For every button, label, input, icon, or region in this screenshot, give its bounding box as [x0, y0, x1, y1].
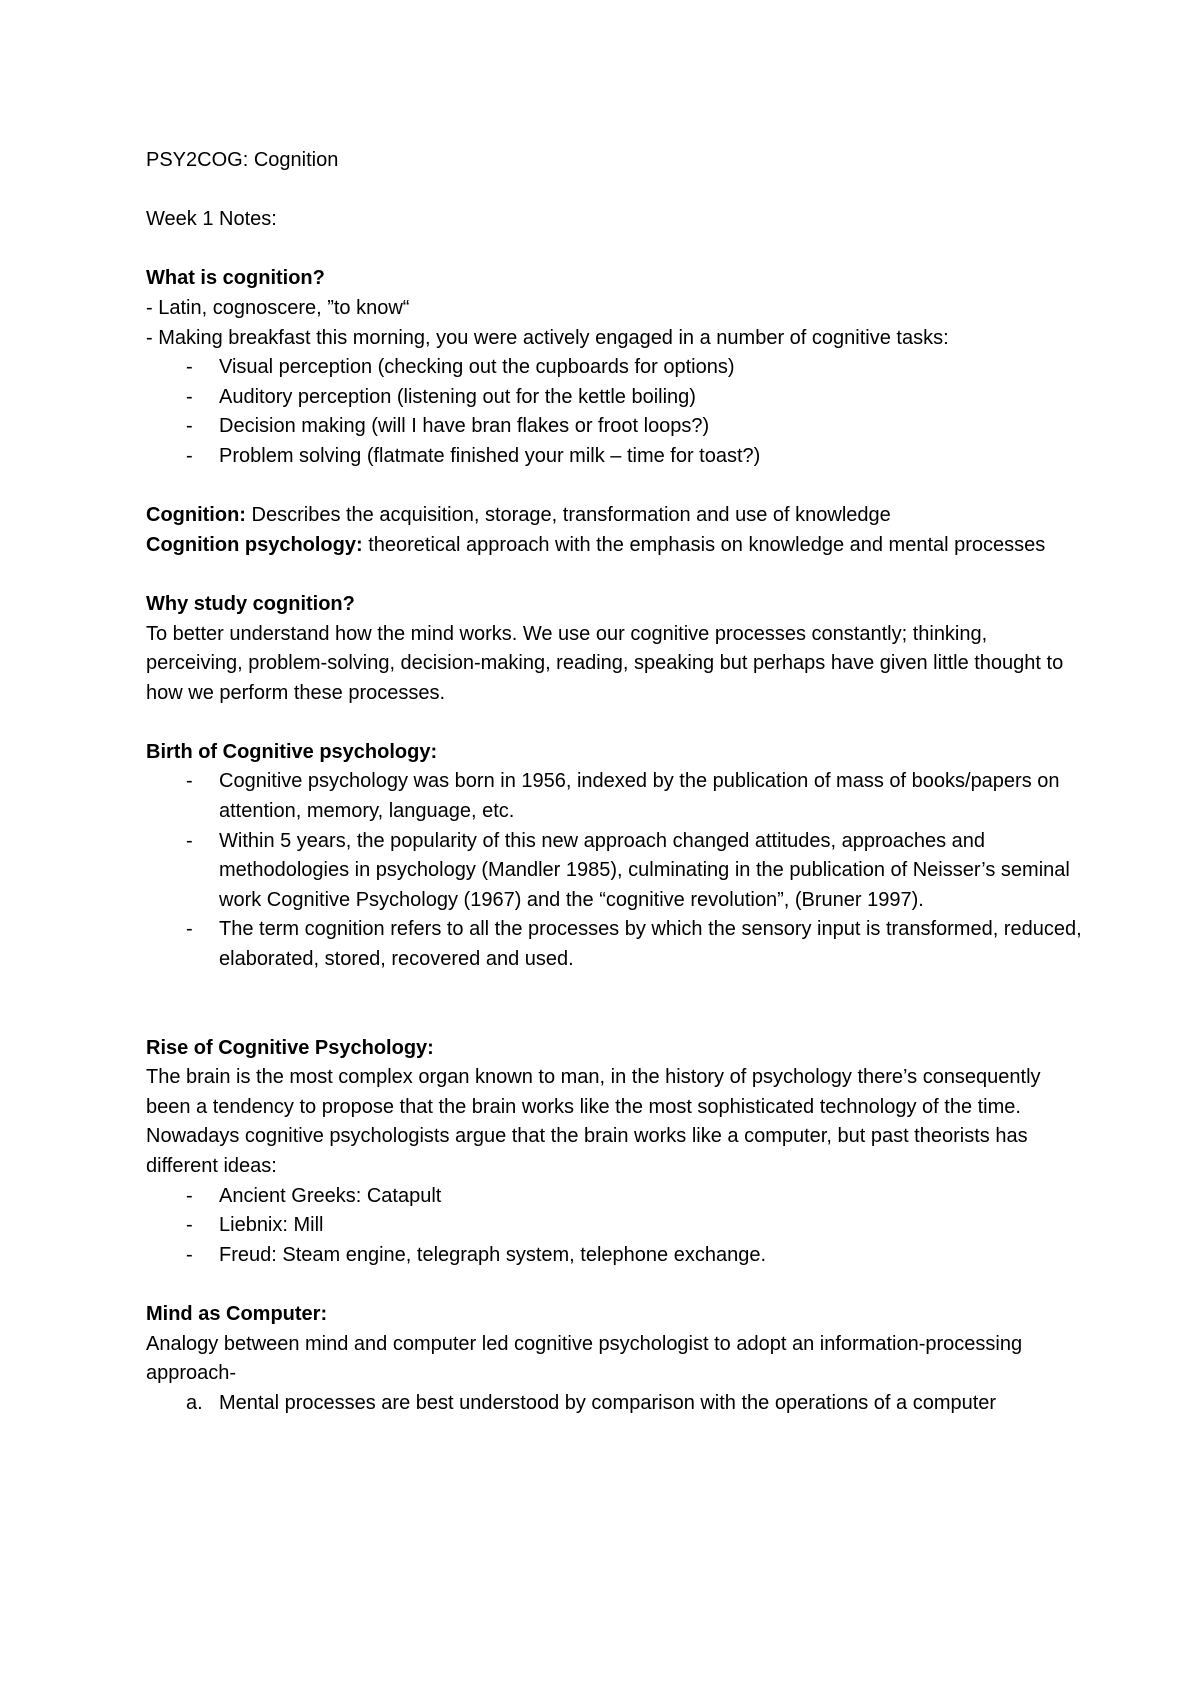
- list-item: - Decision making (will I have bran flakes or froot loops?): [186, 415, 710, 438]
- paragraph-why-study: To better understand how the mind works. We use our cognitive processes constantly; thinking, perceiving, problem-solving, decision-making, reading, speaking but perhaps have given little thought to how we perform these processes.: [146, 622, 1064, 704]
- list-item: - Visual perception (checking out the cupboards for options): [186, 356, 735, 379]
- section-heading-why-study: Why study cognition?: [146, 592, 355, 615]
- paragraph-latin-origin: - Latin, cognoscere, ”to know“: [146, 296, 410, 319]
- section-heading-birth: Birth of Cognitive psychology:: [146, 740, 438, 763]
- document-body: [146, 146, 1086, 1418]
- paragraph-mind-as-computer: Analogy between mind and computer led cognitive psychologist to adopt an information-processing approach-: [146, 1332, 1023, 1385]
- definition-cognition: Cognition: Describes the acquisition, storage, transformation and use of knowledge: [146, 504, 891, 527]
- document-subtitle: Week 1 Notes:: [146, 208, 277, 231]
- theorists-list: [146, 1182, 1086, 1271]
- list-item: - Auditory perception (listening out for the kettle boiling): [186, 385, 696, 408]
- paragraph-making-breakfast: - Making breakfast this morning, you were actively engaged in a number of cognitive tasks:: [146, 326, 949, 349]
- definition-cognition-psychology: Cognition psychology: theoretical approach with the emphasis on knowledge and mental processes: [146, 533, 1046, 556]
- mind-computer-list: [146, 1389, 1086, 1419]
- cognitive-tasks-list: [146, 353, 1086, 471]
- list-item: - The term cognition refers to all the processes by which the sensory input is transformed, reduced, elaborated, stored, recovered and used.: [186, 918, 1082, 971]
- paragraph-rise: The brain is the most complex organ known to man, in the history of psychology there’s consequently been a tendency to propose that the brain works like the most sophisticated technology of the time. Nowadays cognitive psychologists argue that the brain works like a computer, but past theorists has different ideas:: [146, 1066, 1041, 1177]
- birth-list: [146, 767, 1086, 974]
- section-heading-what-is-cognition: What is cognition?: [146, 267, 325, 290]
- section-heading-mind-as-computer: Mind as Computer:: [146, 1302, 328, 1325]
- document-title: PSY2COG: Cognition: [146, 149, 339, 171]
- list-item: - Problem solving (flatmate finished your milk – time for toast?): [186, 444, 761, 467]
- list-item: - Freud: Steam engine, telegraph system, telephone exchange.: [186, 1243, 767, 1266]
- list-item: - Liebnix: Mill: [186, 1214, 324, 1237]
- list-item: - Cognitive psychology was born in 1956, indexed by the publication of mass of books/papers on attention, memory, language, etc.: [186, 770, 1060, 823]
- list-item: a. Mental processes are best understood by comparison with the operations of a computer: [186, 1391, 997, 1414]
- list-item: - Within 5 years, the popularity of this new approach changed attitudes, approaches and methodologies in psychology (Mandler 1985), culminating in the publication of Neisser’s seminal work Cognitive Psychology (1967) and the “cognitive revolution”, (Bruner 1997).: [186, 829, 1070, 911]
- list-item: - Ancient Greeks: Catapult: [186, 1184, 442, 1207]
- section-heading-rise: Rise of Cognitive Psychology:: [146, 1036, 434, 1059]
